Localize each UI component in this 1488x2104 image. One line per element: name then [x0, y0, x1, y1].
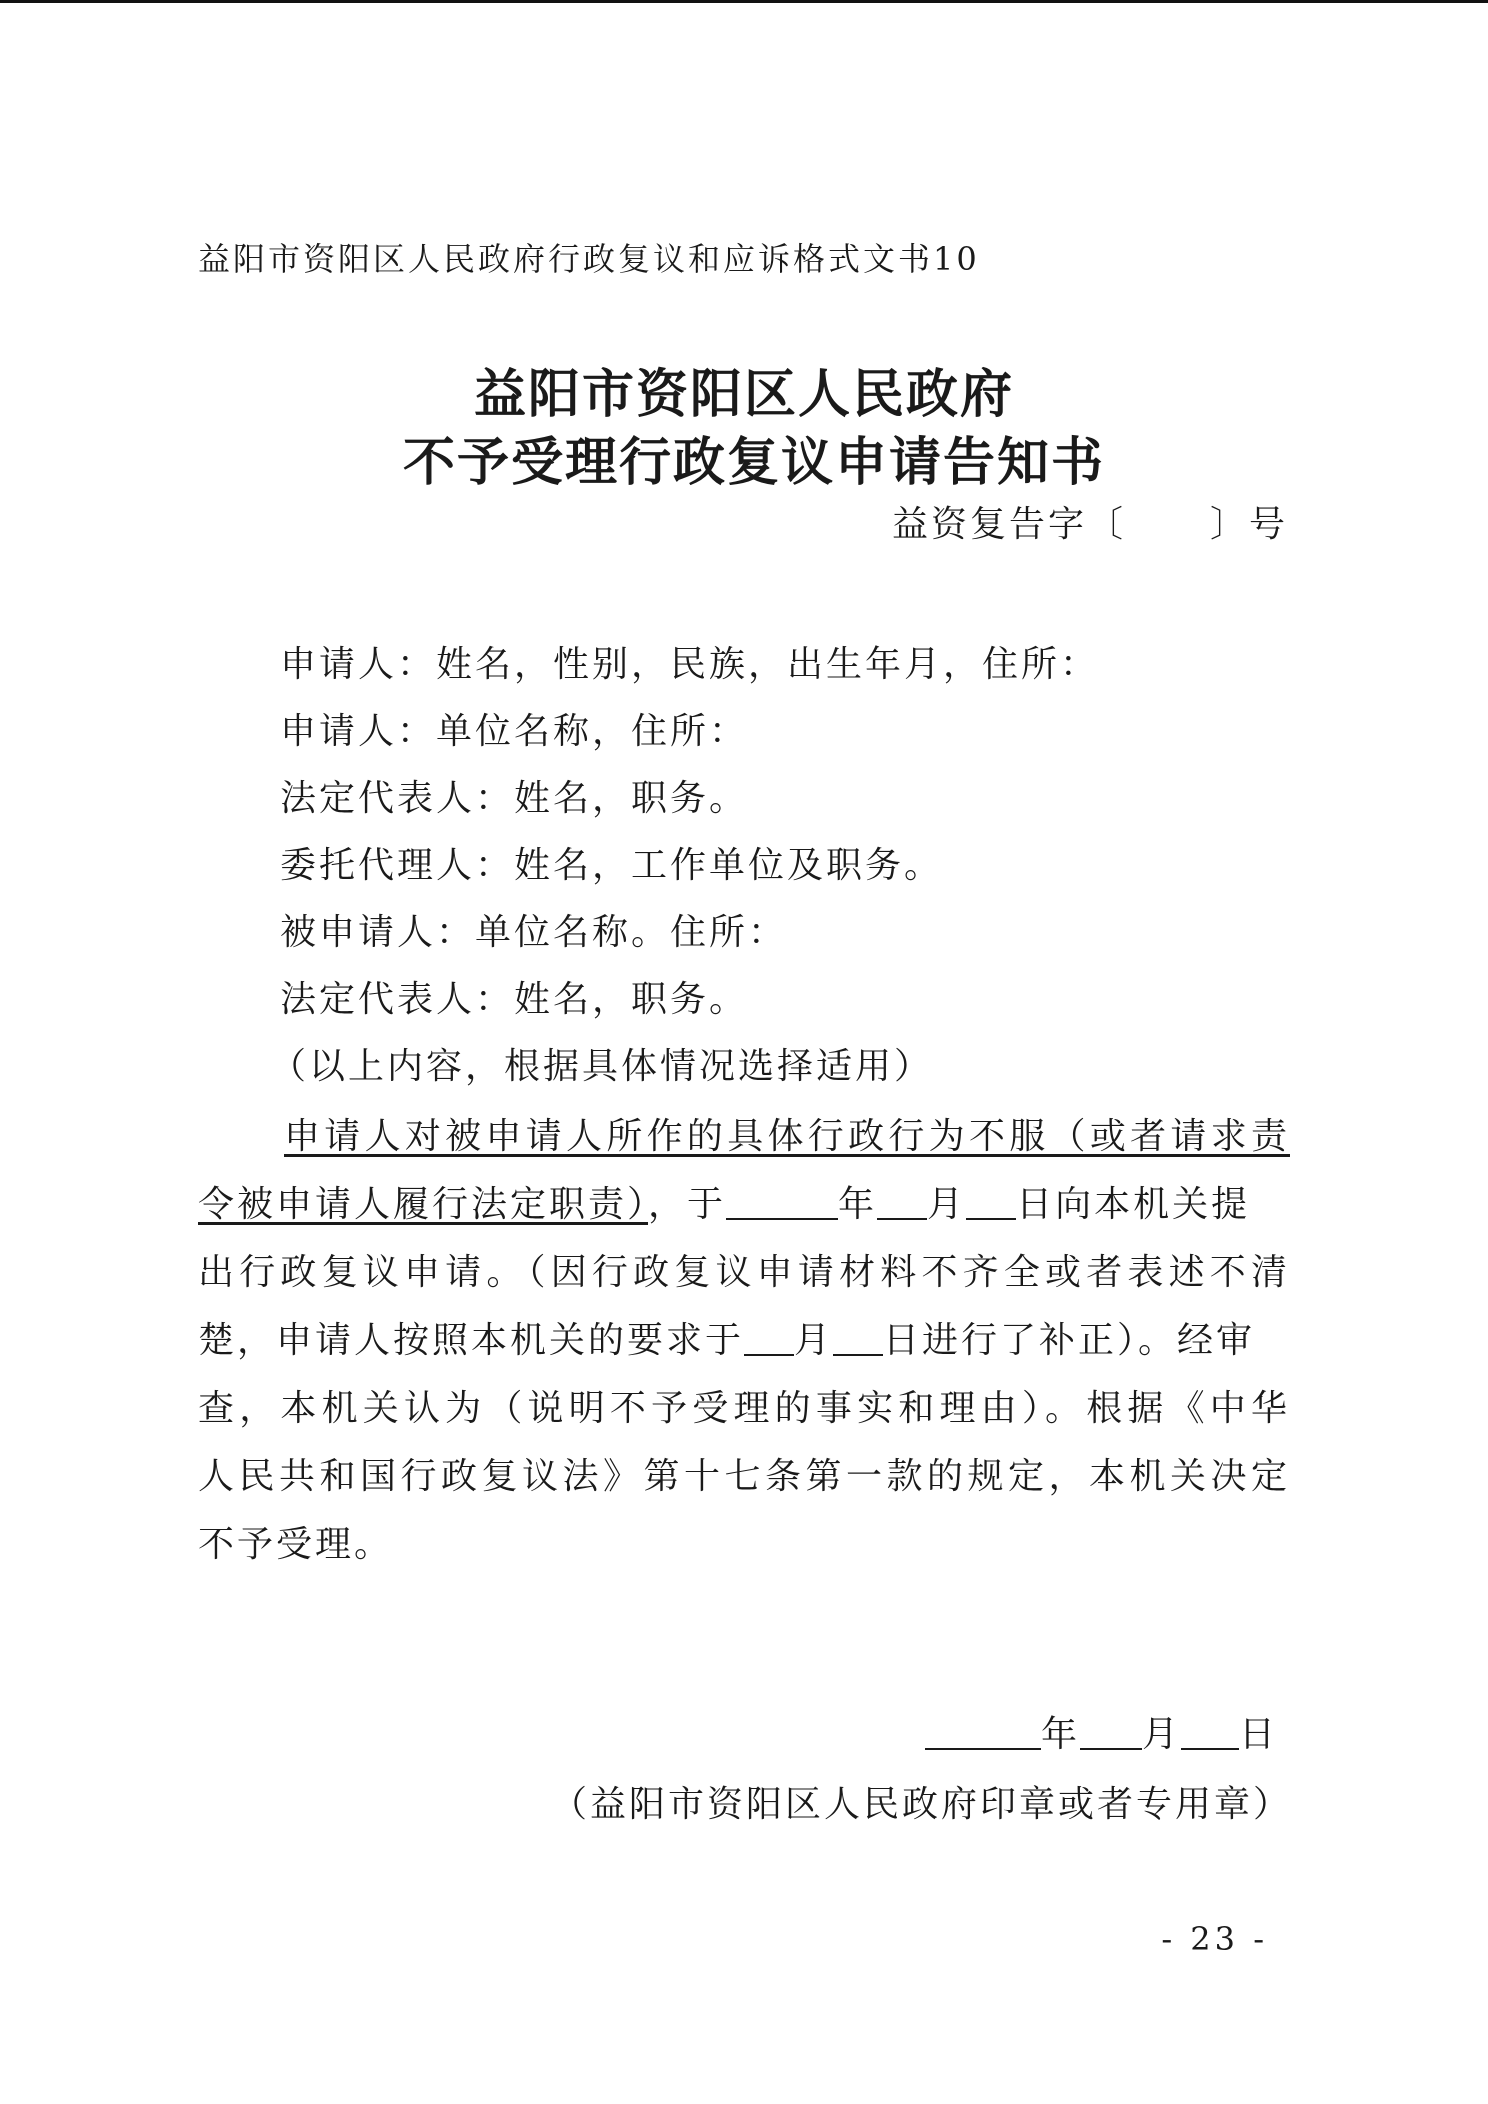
top-border — [0, 0, 1488, 3]
body-line-7: 不予受理。 — [198, 1524, 394, 1565]
selection-note: （以上内容，根据具体情况选择适用） — [270, 1046, 934, 1087]
party-legal-rep: 法定代表人：姓名，职务。 — [280, 778, 749, 819]
year-blank — [726, 1188, 838, 1220]
year-label: 年 — [838, 1184, 878, 1225]
sign-year-label: 年 — [1040, 1714, 1080, 1755]
sign-month-blank — [1080, 1718, 1142, 1750]
party-respondent: 被申请人：单位名称。住所： — [280, 912, 788, 953]
body-line-6: 人民共和国行政复议法》第十七条第一款的规定，本机关决定 — [198, 1456, 1290, 1497]
sign-day-blank — [1181, 1718, 1239, 1750]
title-line-1: 益阳市资阳区人民政府 — [473, 364, 1014, 425]
doc-number-prefix: 益资复告字〔 — [891, 504, 1126, 545]
body-line-2 — [198, 1176, 1290, 1227]
party-respondent-legal-rep: 法定代表人：姓名，职务。 — [280, 979, 749, 1020]
title-line-2: 不予受理行政复议申请告知书 — [402, 432, 1105, 493]
body-text: 楚，申请人按照本机关的要求于 — [198, 1320, 745, 1361]
body-text: ，于 — [648, 1184, 727, 1225]
seal-note: （益阳市资阳区人民政府印章或者专用章） — [550, 1784, 1292, 1825]
month-label: 月 — [794, 1320, 834, 1361]
document-number — [892, 496, 1288, 547]
party-agent: 委托代理人：姓名，工作单位及职务。 — [280, 845, 944, 886]
signature-date — [925, 1706, 1278, 1757]
party-applicant-person: 申请人：姓名，性别，民族，出生年月，住所： — [280, 644, 1100, 685]
month-blank — [877, 1188, 927, 1220]
sign-year-blank — [925, 1718, 1041, 1750]
body-line-3: 出行政复议申请。（因行政复议申请材料不齐全或者表述不清 — [198, 1252, 1290, 1293]
body-line-1 — [284, 1108, 1290, 1159]
document-format-caption: 益阳市资阳区人民政府行政复议和应诉格式文书10 — [198, 240, 980, 278]
doc-number-suffix: 〕号 — [1209, 504, 1288, 545]
body-text: 日进行了补正）。经审 — [883, 1320, 1256, 1361]
day-blank — [966, 1188, 1016, 1220]
month-label: 月 — [927, 1184, 967, 1225]
body-text-underlined: 令被申请人履行法定职责） — [198, 1184, 649, 1225]
body-text: 日向本机关提 — [1016, 1184, 1251, 1225]
correction-month-blank — [744, 1324, 794, 1356]
correction-day-blank — [833, 1324, 883, 1356]
sign-day-label: 日 — [1238, 1714, 1278, 1755]
sign-month-label: 月 — [1141, 1714, 1181, 1755]
party-applicant-org: 申请人：单位名称，住所： — [280, 711, 749, 752]
body-line-4 — [198, 1312, 1290, 1363]
body-text: 申请人对被申请人所作的具体行政行为不服（或者请求责 — [284, 1116, 1290, 1157]
page-number: - 23 - — [1161, 1920, 1268, 1958]
body-line-5: 查，本机关认为（说明不予受理的事实和理由）。根据《中华 — [198, 1388, 1290, 1429]
